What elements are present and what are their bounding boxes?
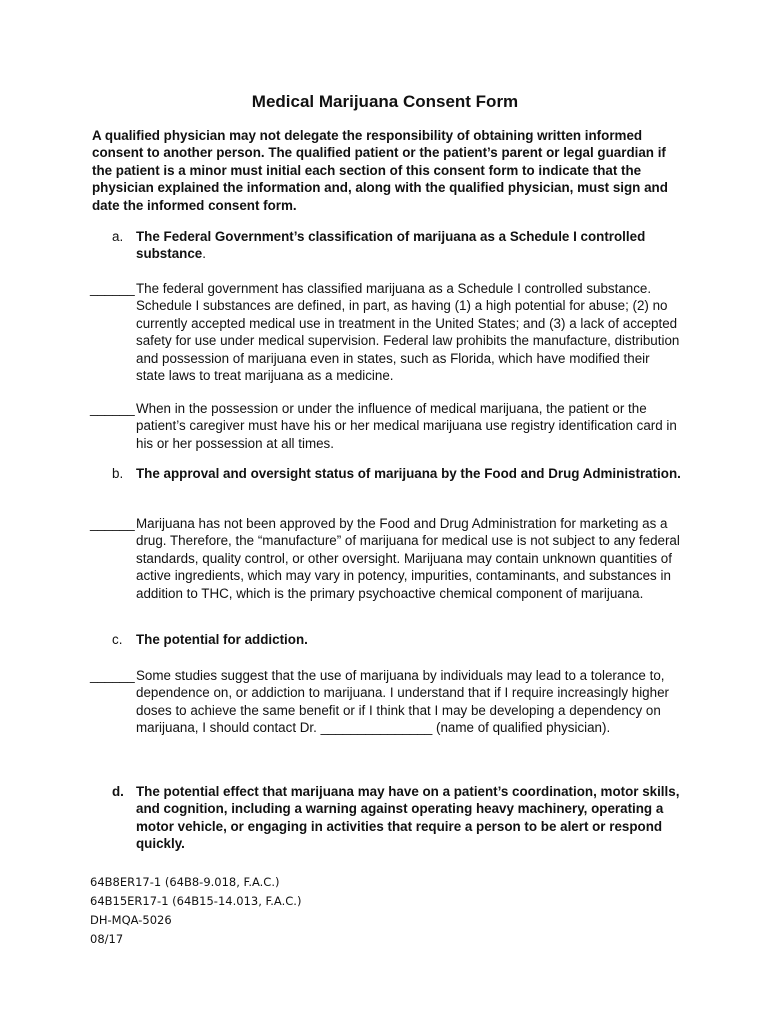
section-b-heading	[112, 465, 682, 482]
section-d-letter: d.	[112, 784, 124, 799]
section-c-title: The potential for addiction.	[136, 632, 308, 647]
section-a-heading	[112, 228, 682, 263]
section-b-title: The approval and oversight status of marijuana by the Food and Drug Administration.	[136, 466, 681, 481]
initial-blank-b1[interactable]: ______	[90, 516, 135, 531]
item-b1-text: Marijuana has not been approved by the Food and Drug Administration for marketing as a drug. Therefore, the “manufacture” of marijuana for medical use is not subject to any federal standards, quality control, or other oversight. Marijuana may contain unknown quantities of active ingredients, which may vary in potency, impurities, contaminants, and substances in addition to THC, which is the primary psychoactive chemical component of marijuana.	[136, 516, 680, 601]
section-d-heading	[112, 783, 682, 853]
footer-form-number: DH-MQA-5026	[90, 913, 172, 927]
section-a-title-end: .	[202, 246, 206, 262]
footer-rule-citation-1: 64B8ER17-1 (64B8-9.018, F.A.C.)	[90, 875, 280, 889]
item-a1-text: The federal government has classified marijuana as a Schedule I controlled substance. Schedule I substances are defined, in part, as having (1) a high potential for abuse; (2) no currently accepted medical use in treatment in the United States; and (3) a lack of accepted safety for use under medical supervision. Federal law prohibits the manufacture, distribution and possession of marijuana even in states, such as Florida, which have modified their state laws to treat marijuana as a medicine.	[136, 281, 680, 384]
initial-blank-a1[interactable]: ______	[90, 281, 135, 296]
initial-blank-a2[interactable]: ______	[90, 401, 135, 416]
initial-item-a1	[90, 280, 680, 384]
section-a-title: The Federal Government’s classification of marijuana as a Schedule I controlled substance	[136, 229, 646, 262]
form-footer	[90, 873, 301, 949]
form-title: Medical Marijuana Consent Form	[251, 92, 519, 111]
section-a-letter: a.	[112, 229, 124, 244]
initial-item-c1	[90, 667, 680, 737]
initial-blank-c1[interactable]: ______	[90, 668, 135, 683]
section-c-heading	[112, 631, 682, 648]
footer-revision-date: 08/17	[90, 932, 124, 946]
item-c1-text: Some studies suggest that the use of marijuana by individuals may lead to a tolerance to, dependence on, or addiction to marijuana. I understand that if I require increasingly higher doses to achieve the same benefit or if I think that I may be developing a dependency on marijuana, I should contact Dr. _______________ (name of qualified physician).	[136, 668, 669, 736]
section-b-letter: b.	[112, 466, 124, 481]
footer-rule-citation-2: 64B15ER17-1 (64B15-14.013, F.A.C.)	[90, 894, 302, 908]
section-c-letter: c.	[112, 632, 123, 647]
initial-item-b1	[90, 515, 680, 602]
intro-paragraph: A qualified physician may not delegate the responsibility of obtaining written informed consent to another person. The qualified patient or the patient’s parent or legal guardian if the patient is a minor must initial each section of this consent form to indicate that the physician explained the information and, along with the qualified physician, must sign and date the informed consent form.	[92, 128, 668, 213]
item-a2-text: When in the possession or under the influence of medical marijuana, the patient or the patient’s caregiver must have his or her medical marijuana use registry identification card in his or her possession at all times.	[136, 401, 677, 451]
section-d-title: The potential effect that marijuana may have on a patient’s coordination, motor skills, and cognition, including a warning against operating heavy machinery, operating a motor vehicle, or engaging in activities that require a person to be alert or respond quickly.	[136, 784, 680, 852]
initial-item-a2	[90, 400, 680, 452]
